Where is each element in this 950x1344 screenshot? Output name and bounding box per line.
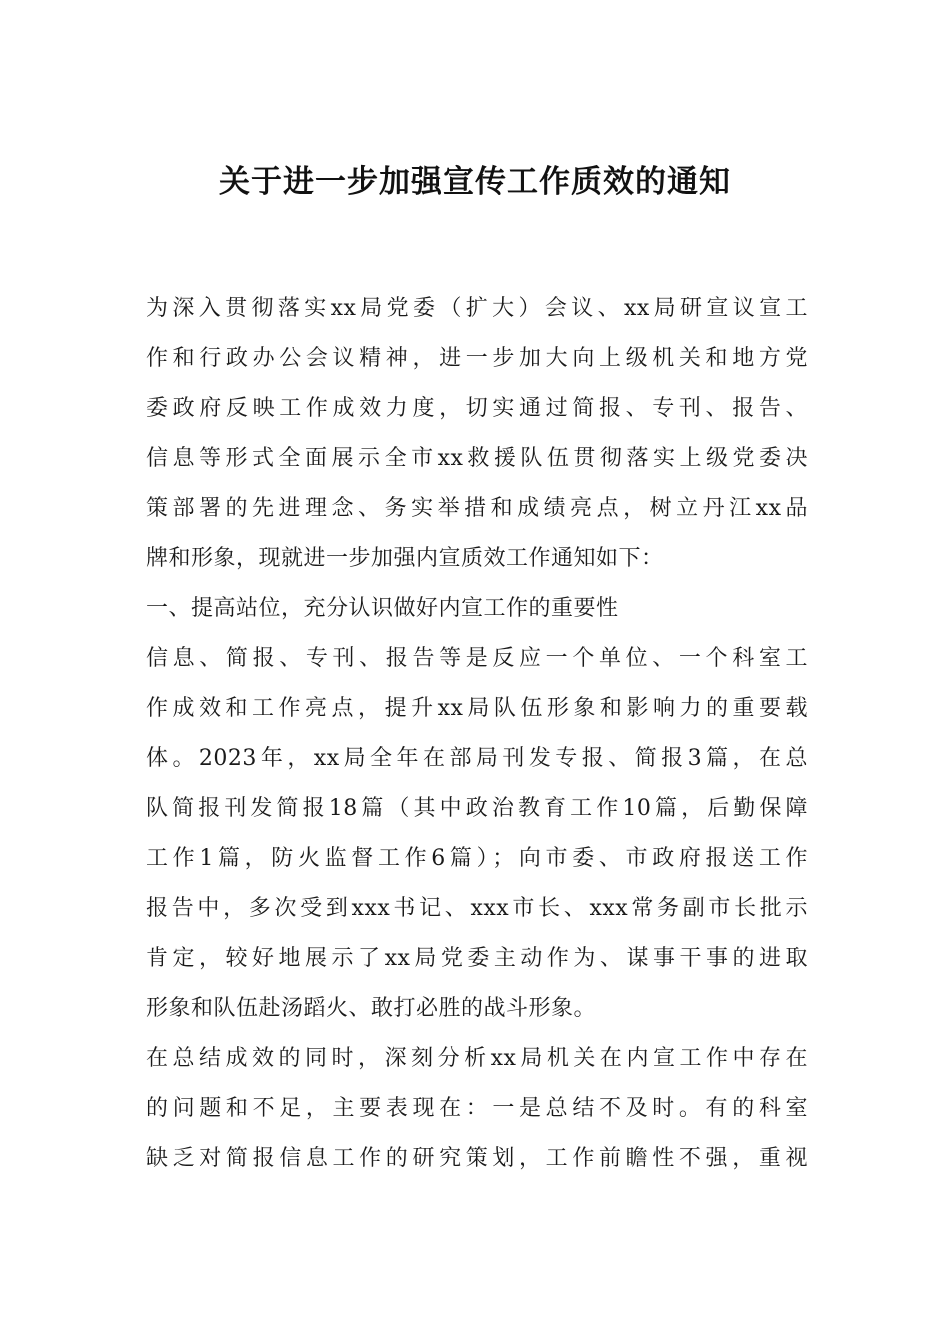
text-line: 作和行政办公会议精神，进一步加大向上级机关和地方党 <box>146 346 808 371</box>
text-line: 报告中，多次受到xxx书记、xxx市长、xxx常务副市长批示 <box>146 896 808 921</box>
text-line: 策部署的先进理念、务实举措和成绩亮点，树立丹江xx品 <box>146 496 808 521</box>
text-line: 作成效和工作亮点，提升xx局队伍形象和影响力的重要载 <box>146 696 808 721</box>
document-body <box>146 284 808 1184</box>
text-line: 队简报刊发简报18篇（其中政治教育工作10篇，后勤保障 <box>146 796 808 821</box>
text-line: 肯定，较好地展示了xx局党委主动作为、谋事干事的进取 <box>146 946 808 971</box>
text-line: 为深入贯彻落实xx局党委（扩大）会议、xx局研宣议宣工 <box>146 296 808 321</box>
text-line: 形象和队伍赴汤蹈火、敢打必胜的战斗形象。 <box>146 996 597 1021</box>
text-line: 工作1篇，防火监督工作6篇）；向市委、市政府报送工作 <box>146 846 808 871</box>
text-line: 信息、简报、专刊、报告等是反应一个单位、一个科室工 <box>146 646 808 671</box>
text-line: 牌和形象，现就进一步加强内宣质效工作通知如下： <box>146 546 664 571</box>
document-title: 关于进一步加强宣传工作质效的通知 <box>219 164 731 200</box>
text-line: 信息等形式全面展示全市xx救援队伍贯彻落实上级党委决 <box>146 446 808 471</box>
text-line: 缺乏对简报信息工作的研究策划，工作前瞻性不强，重视 <box>146 1146 808 1171</box>
text-line: 的问题和不足，主要表现在：一是总结不及时。有的科室 <box>146 1096 808 1121</box>
section-heading: 一、提高站位，充分认识做好内宣工作的重要性 <box>146 596 619 621</box>
text-line: 在总结成效的同时，深刻分析xx局机关在内宣工作中存在 <box>146 1046 808 1071</box>
text-line: 体。2023年，xx局全年在部局刊发专报、简报3篇，在总 <box>146 746 808 771</box>
text-line: 委政府反映工作成效力度，切实通过简报、专刊、报告、 <box>146 396 808 421</box>
